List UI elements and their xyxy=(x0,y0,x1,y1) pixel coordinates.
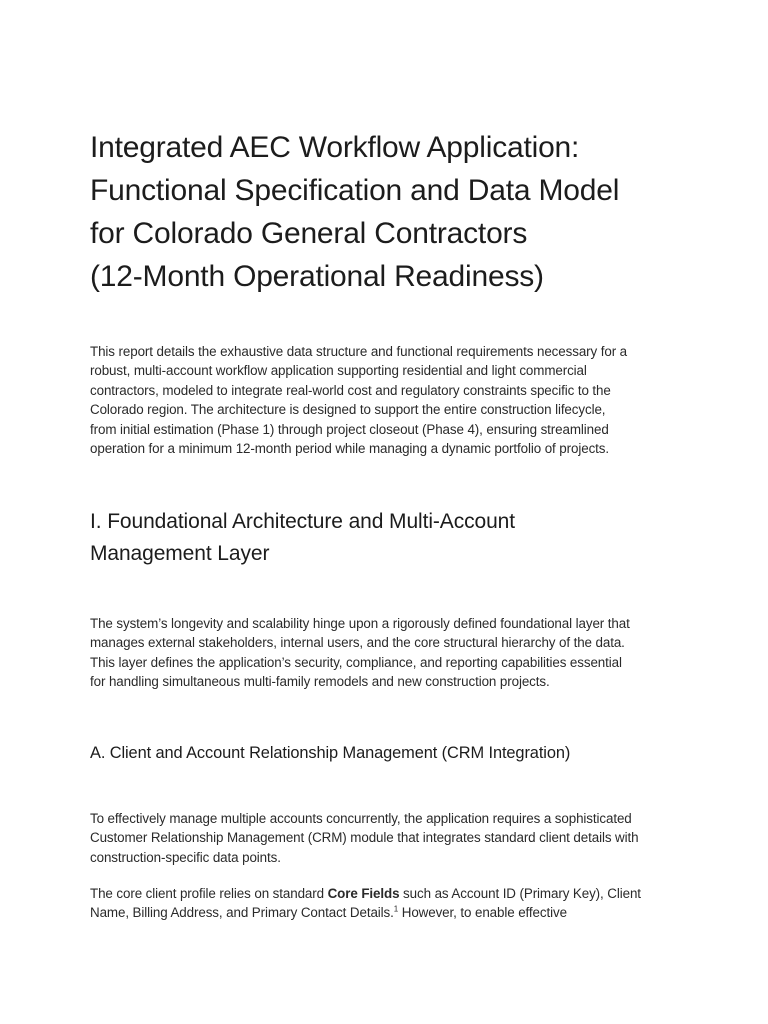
title-line: Integrated AEC Workflow Application: xyxy=(90,131,580,164)
title-line: (12-Month Operational Readiness) xyxy=(90,260,544,293)
intro-paragraph xyxy=(90,342,680,458)
paragraph-line xyxy=(90,884,680,903)
paragraph-line: To effectively manage multiple accounts concurrently, the application requires a sophisticated xyxy=(90,811,632,826)
section-paragraph xyxy=(90,614,680,692)
paragraph-line: construction-specific data points. xyxy=(90,849,281,865)
paragraph-line: from initial estimation (Phase 1) through project closeout (Phase 4), ensuring streamlined xyxy=(90,421,609,437)
text-run: However, to enable effective xyxy=(398,905,567,921)
title-line: for Colorado General Contractors xyxy=(90,217,528,250)
bold-term: Core Fields xyxy=(327,886,400,901)
subsection-paragraph xyxy=(90,809,680,867)
paragraph-line: Colorado region. The architecture is designed to support the entire construction lifecycle, xyxy=(90,402,606,418)
text-run: such as Account ID (Primary Key), Client xyxy=(399,886,641,901)
document-title xyxy=(90,126,690,298)
paragraph-line: Customer Relationship Management (CRM) module that integrates standard client details with xyxy=(90,830,639,846)
paragraph-line: This layer defines the application’s security, compliance, and reporting capabilities essential xyxy=(90,654,622,670)
paragraph-line xyxy=(90,903,680,922)
paragraph-line: manages external stakeholders, internal users, and the core structural hierarchy of the data. xyxy=(90,635,625,651)
text-run: The core client profile relies on standard xyxy=(90,886,328,901)
paragraph-line: for handling simultaneous multi-family remodels and new construction projects. xyxy=(90,674,550,690)
heading-line: Management Layer xyxy=(90,542,270,565)
subsection-paragraph xyxy=(90,884,680,923)
subsection-heading: A. Client and Account Relationship Management (CRM Integration) xyxy=(90,744,571,762)
footnote-marker[interactable]: 1 xyxy=(393,904,399,914)
paragraph-line: contractors, modeled to integrate real-world cost and regulatory constraints specific to the xyxy=(90,382,611,398)
paragraph-line: This report details the exhaustive data structure and functional requirements necessary for a xyxy=(90,344,628,359)
heading-line: I. Foundational Architecture and Multi-Account xyxy=(90,510,515,533)
section-heading xyxy=(90,506,690,570)
text-run: Name, Billing Address, and Primary Contact Details. xyxy=(90,905,394,921)
paragraph-line: robust, multi-account workflow application supporting residential and light commercial xyxy=(90,363,587,379)
title-line: Functional Specification and Data Model xyxy=(90,174,620,207)
paragraph-line: The system’s longevity and scalability hinge upon a rigorously defined foundational layer that xyxy=(90,616,630,631)
paragraph-line: operation for a minimum 12-month period while managing a dynamic portfolio of projects. xyxy=(90,441,610,457)
